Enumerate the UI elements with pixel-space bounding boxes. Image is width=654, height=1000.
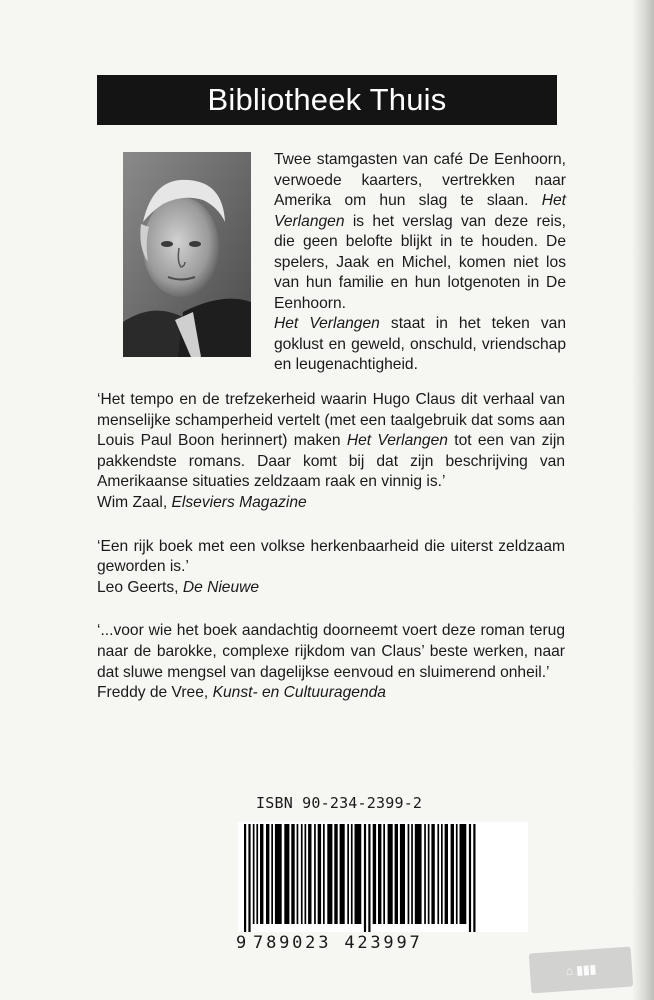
- quote-text: [97, 621, 565, 683]
- barcode-bar: [297, 824, 299, 924]
- quote-text-part: tot een van zijn pakkendste romans. Daar komt bij dat zijn beschrijving van Amerikaanse situaties zeldzaam raak en vinnig is.’: [97, 432, 565, 491]
- barcode-bar: [275, 824, 282, 924]
- barcode-bar: [408, 824, 410, 924]
- quote-text: [97, 537, 565, 578]
- press-quote: [97, 537, 565, 599]
- barcode-bar: [415, 824, 422, 924]
- barcode-bar: [266, 824, 269, 924]
- barcode-bar: [347, 824, 349, 924]
- barcode-bar: [291, 824, 294, 924]
- barcode-bar: [451, 824, 454, 924]
- press-quote: [97, 621, 565, 703]
- barcode-bar: [327, 824, 332, 924]
- quote-text-part: ‘Een rijk boek met een volkse herkenbaarheid die uiterst zeldzaam geworden is.’: [97, 537, 565, 576]
- barcode-bar: [248, 824, 250, 932]
- barcode-bar: [424, 824, 426, 924]
- barcode-bar: [378, 824, 381, 924]
- quote-text: [97, 390, 565, 493]
- barcode-bar: [469, 824, 471, 932]
- quote-publication: Kunst- en Cultuuragenda: [212, 684, 386, 702]
- barcode-bar: [314, 824, 316, 924]
- author-portrait-image: [123, 152, 251, 357]
- series-title: Bibliotheek Thuis: [207, 82, 447, 117]
- isbn-label: ISBN 90-234-2399-2: [256, 794, 423, 812]
- barcode-bar: [334, 824, 337, 924]
- blurb-text: staat in het teken van goklust en geweld, onschuld, vriendschap en leugenachtigheid.: [274, 315, 566, 373]
- book-title-italic: Het Verlangen: [274, 192, 566, 230]
- press-quote: [97, 390, 565, 514]
- book-title-italic: Het Verlangen: [346, 432, 448, 450]
- barcode-bar: [260, 824, 263, 924]
- book-title-italic: Het Verlangen: [274, 315, 380, 332]
- author-portrait-photo: [123, 152, 251, 357]
- press-quotes: [97, 390, 565, 727]
- barcode-bar: [355, 824, 362, 924]
- barcode-bar: [460, 824, 467, 924]
- barcode-bar: [256, 824, 258, 924]
- quote-publication: Elseviers Magazine: [171, 493, 307, 511]
- quote-author: Freddy de Vree,: [97, 684, 213, 702]
- barcode-bar: [340, 824, 345, 924]
- barcode-bar: [473, 824, 475, 932]
- quote-source: [97, 683, 565, 704]
- barcode-bar: [428, 824, 430, 924]
- barcode-bar: [445, 824, 448, 924]
- barcode-bar: [441, 824, 443, 924]
- blurb-text: is het verslag van deze reis, die geen belofte blijkt in te houden. De spelers, Jaak en Michel, komen niet los van hun familie en hun lotgenoten in De Eenhoorn.: [274, 212, 566, 312]
- barcode-bar: [400, 824, 405, 924]
- quote-source: [97, 578, 565, 599]
- quote-source: [97, 493, 565, 514]
- barcode-bar: [284, 824, 289, 924]
- ean-left-group: 789023: [253, 933, 332, 953]
- barcode-bar: [383, 824, 385, 924]
- barcode-bar: [305, 824, 307, 924]
- ean-barcode: [238, 822, 528, 932]
- blurb-paragraph-2: [274, 314, 566, 376]
- barcode-bar: [271, 824, 273, 924]
- series-title-bar: [97, 75, 557, 125]
- barcode-bar: [364, 824, 366, 932]
- book-blurb: [274, 150, 566, 376]
- watermark-logo: ⌂ ▮▮▮: [529, 946, 634, 993]
- barcode-bar: [308, 824, 311, 924]
- barcode-bar: [373, 824, 376, 924]
- barcode-bar: [456, 824, 458, 924]
- barcode-bar: [253, 824, 255, 924]
- quote-text-part: ‘...voor wie het boek aandachtig doorneemt voert deze roman terug naar de barokke, complexe rijkdom van Claus’ beste werken, naar dat sluwe mengsel van dagelijkse eenvoud en sluimerend onheil.’: [97, 622, 565, 681]
- ean-digits: [236, 933, 531, 953]
- barcode-bar: [431, 824, 434, 924]
- barcode-bar: [437, 824, 439, 924]
- barcode-bar: [323, 824, 325, 924]
- barcode-bar: [368, 824, 370, 932]
- blurb-text: Twee stamgasten van café De Eenhoorn, verwoede kaarters, vertrekken naar Amerika om hun slag te slaan.: [274, 151, 566, 209]
- barcode-bars: [238, 822, 528, 932]
- barcode-bar: [244, 824, 246, 932]
- quote-author: Leo Geerts,: [97, 578, 183, 596]
- quote-text-part: ‘Het tempo en de trefzekerheid waarin Hugo Claus dit verhaal van menselijke schamperheid vertelt (met een taalgebruik dat soms aan Louis Paul Boon herinnert) maken: [97, 391, 565, 450]
- ean-right-group: 423997: [344, 933, 423, 953]
- blurb-paragraph-1: [274, 150, 566, 314]
- barcode-bar: [411, 824, 413, 924]
- ean-lead-digit: 9: [236, 933, 250, 953]
- barcode-bar: [318, 824, 321, 924]
- barcode-bar: [395, 824, 398, 924]
- quote-publication: De Nieuwe: [182, 578, 260, 596]
- barcode-bar: [388, 824, 393, 924]
- quote-author: Wim Zaal,: [97, 493, 172, 511]
- barcode-bar: [301, 824, 303, 924]
- barcode-bar: [351, 824, 353, 924]
